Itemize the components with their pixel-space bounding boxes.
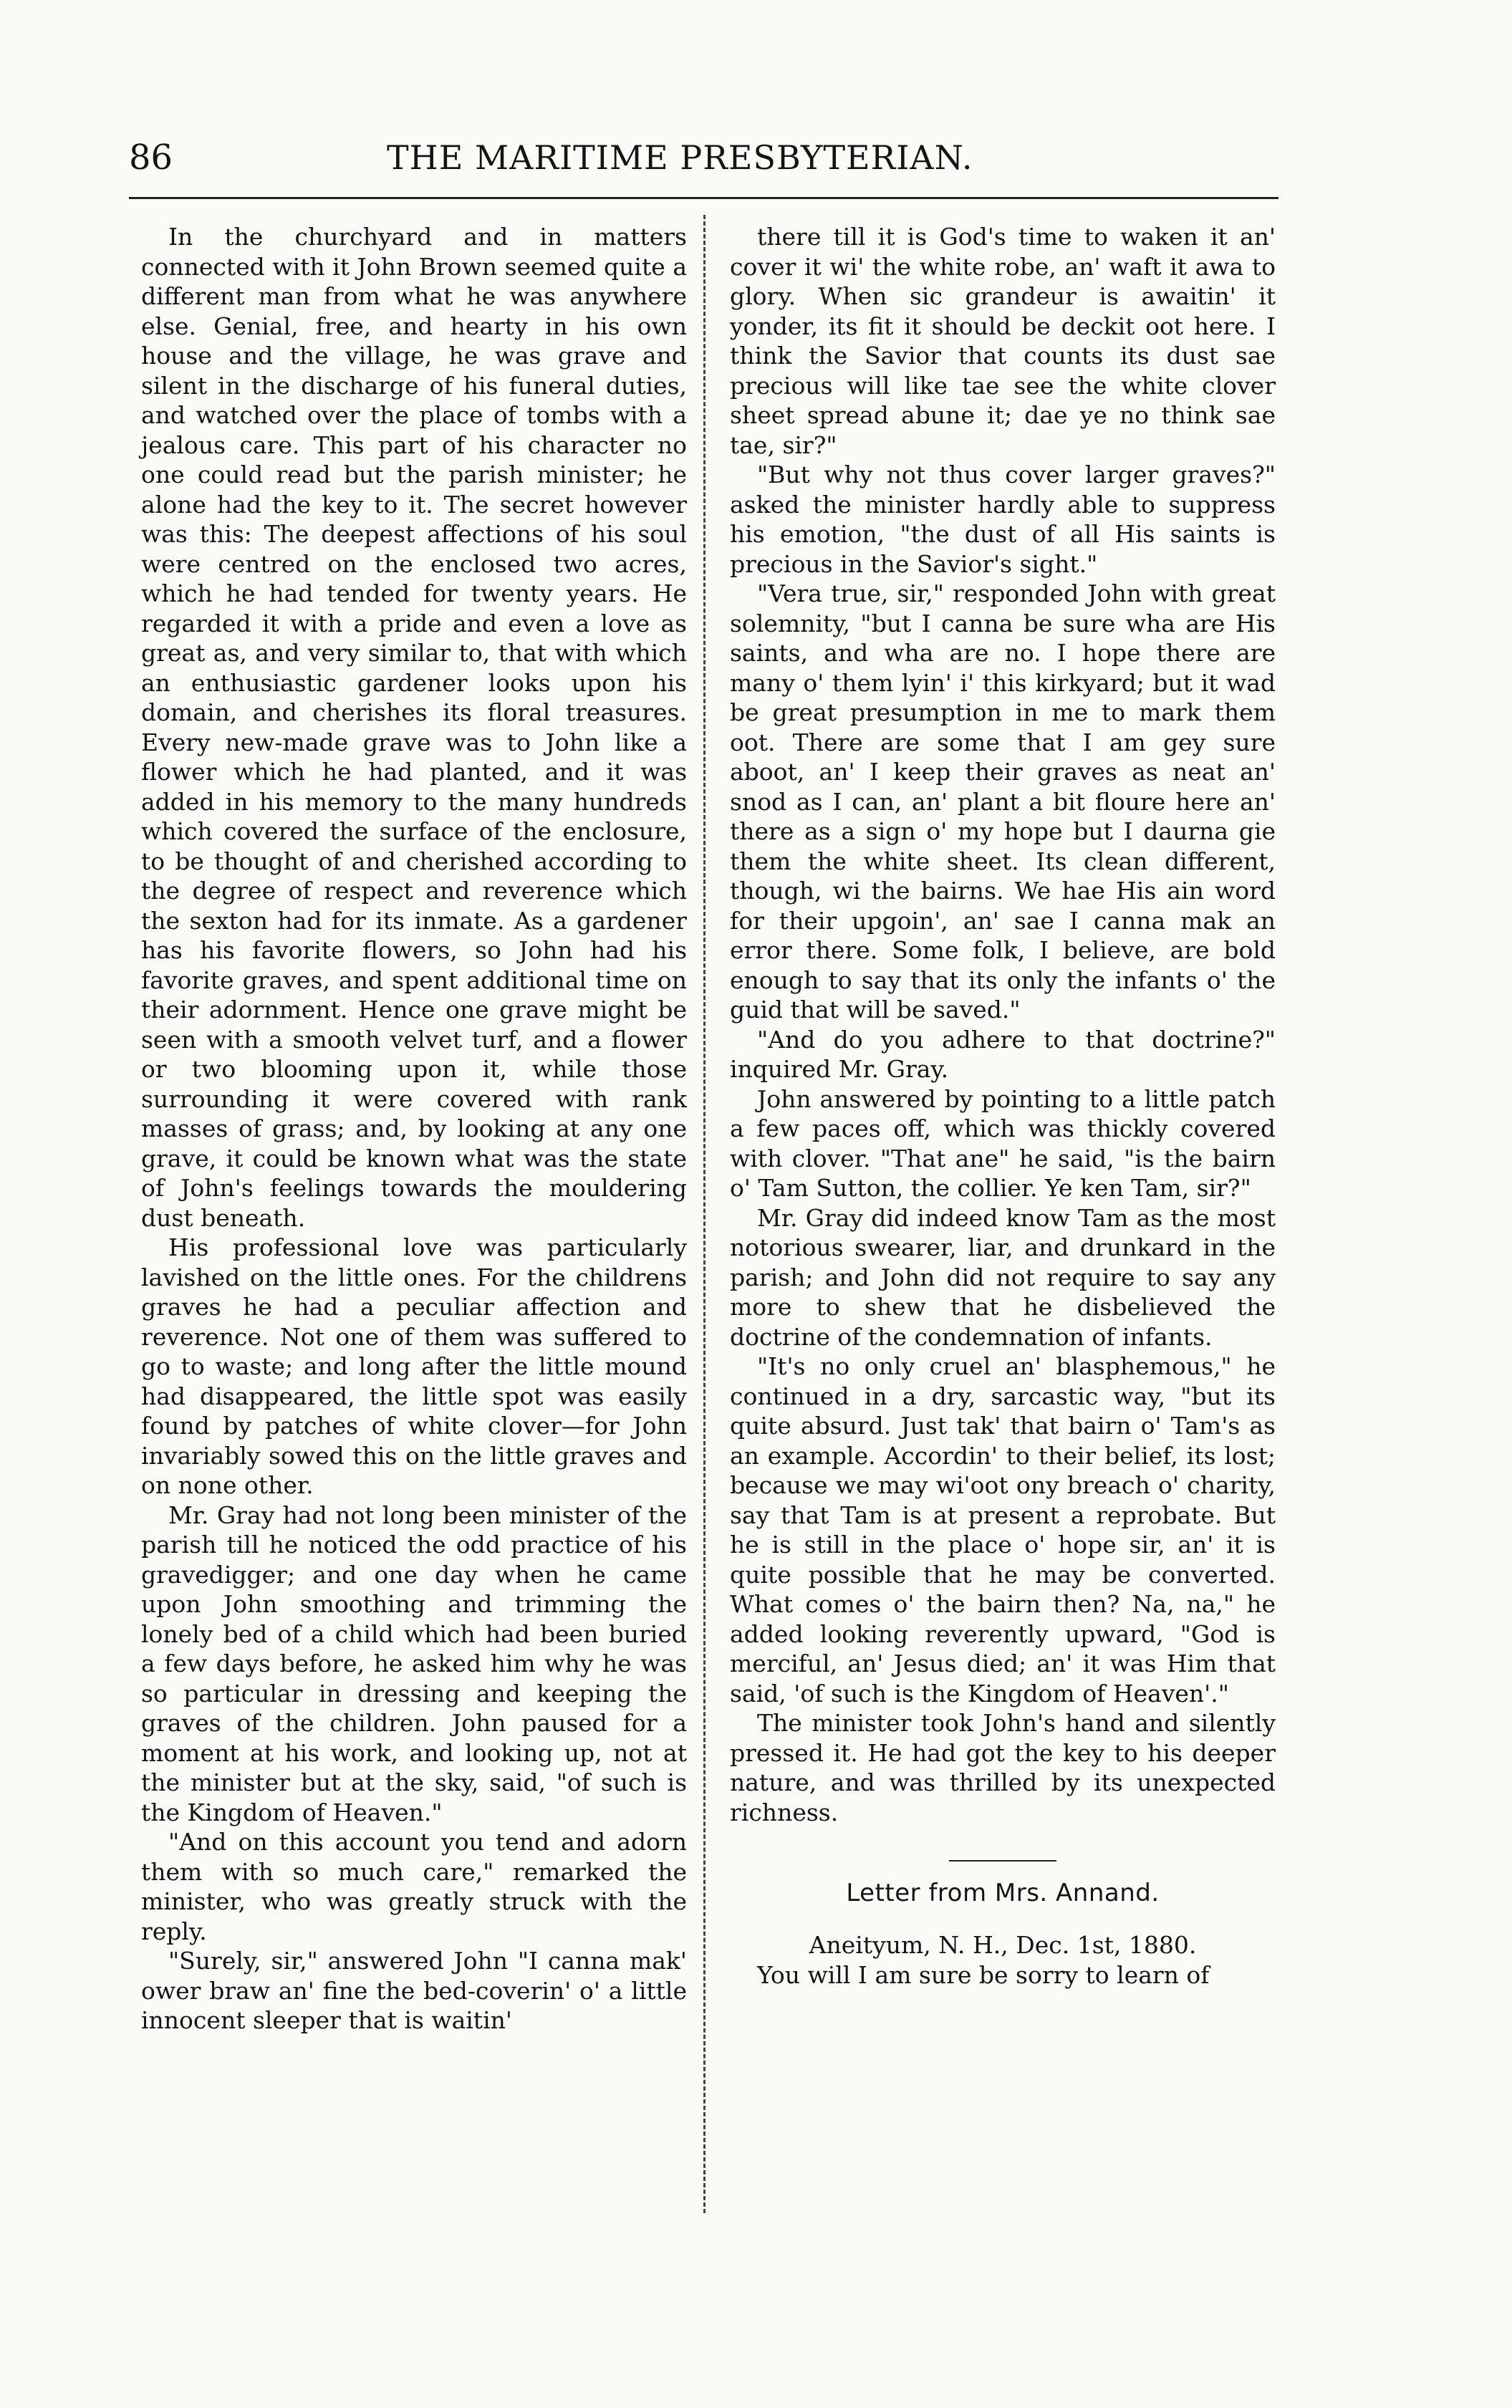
column-divider: [703, 215, 706, 2213]
paragraph: there till it is God's time to waken it an' cover it wi' the white robe, an' waft it awa to glory. When sic grandeur is awaitin' it yonder, its fit it should be deckit oot here. I think the Savior that counts its dust sae precious will like tae see the white clover sheet spread abune it; dae ye no think sae tae, sir?": [730, 223, 1276, 459]
paragraph: Mr. Gray had not long been minister of the parish till he noticed the odd practice of his gravedigger; and one day when he came upon John smoothing and trimming the lonely bed of a child which had been buried a few days before, he asked him why he was so particular in dressing and keeping the graves of the children. John paused for a moment at his work, and looking up, not at the minister but at the sky, said, "of such is the Kingdom of Heaven.": [141, 1501, 687, 1826]
letter-opening: You will I am sure be sorry to learn of: [757, 1960, 1210, 1989]
paragraph: Mr. Gray did indeed know Tam as the most notorious swearer, liar, and drunkard in the parish; and John did not require to say any more to shew that he disbelieved the doctrine of the condemnation of infants.: [730, 1203, 1276, 1351]
paragraph: "Vera true, sir," responded John with great solemnity, "but I canna be sure wha are His saints, and wha are no. I hope there are many o' them lyin' i' this kirkyard; but it wad be great presumption in me to mark them oot. There are some that I am gey sure aboot, an' I keep their graves as neat an' snod as I can, an' plant a bit floure here an' there as a sign o' my hope but I daurna gie them the white sheet. Its clean different, though, wi the bairns. We hae His ain word for their upgoin', an' sae I canna mak an error there. Some folk, I believe, are bold enough to say that its only the infants o' the guid that will be saved.": [730, 579, 1276, 1024]
paragraph: "And on this account you tend and adorn them with so much care," remarked the minister, who was greatly struck with the reply.: [141, 1828, 687, 1945]
paragraph: In the churchyard and in matters connected with it John Brown seemed quite a different man from what he was anywhere else. Genial, free, and hearty in his own house and the village, he was grave and silent in the discharge of his funeral duties, and watched over the place of tombs with a jealous care. This part of his character no one could read but the parish minister; he alone had the key to it. The secret however was this: The deepest affections of his soul were centred on the enclosed two acres, which he had tended for twenty years. He regarded it with a pride and even a love as great as, and very similar to, that with which an enthusiastic gardener looks upon his domain, and cherishes its floral treasures. Every new-made grave was to John like a flower which he had planted, and it was added in his memory to the many hundreds which covered the surface of the enclosure, to be thought of and cherished according to the degree of respect and reverence which the sexton had for its inmate. As a gardener has his favorite flowers, so John had his favorite graves, and spent additional time on their adornment. Hence one grave might be seen with a smooth velvet turf, and a flower or two blooming upon it, while those surrounding it were covered with rank masses of grass; and, by looking at any one grave, it could be known what was the state of John's feelings towards the mouldering dust beneath.: [141, 223, 687, 1232]
header-rule: [129, 197, 1279, 199]
letter-title: Letter from Mrs. Annand.: [846, 1879, 1160, 1907]
page-title: THE MARITIME PRESBYTERIAN.: [387, 138, 973, 177]
left-column: [141, 222, 687, 2036]
paragraph: The minister took John's hand and silently pressed it. He had got the key to his deeper nature, and was thrilled by its unexpected richness.: [730, 1709, 1276, 1826]
right-column: [730, 222, 1276, 1990]
section-divider: [949, 1860, 1056, 1862]
page-header: [0, 136, 1512, 186]
paragraph: "It's no only cruel an' blasphemous," he continued in a dry, sarcastic way, "but its quite absurd. Just tak' that bairn o' Tam's as an example. Accordin' to their belief, its lost; because we may wi'oot ony breach o' charity, say that Tam is at present a reprobate. But he is still in the place o' hope sir, an' it is quite possible that he may be converted. What comes o' the bairn then? Na, na," he added looking reverently upward, "God is merciful, an' Jesus died; an' it was Him that said, 'of such is the Kingdom of Heaven'.": [730, 1352, 1276, 1708]
paragraph: "And do you adhere to that doctrine?" inquired Mr. Gray.: [730, 1025, 1276, 1083]
paragraph: "Surely, sir," answered John "I canna mak' ower braw an' fine the bed-coverin' o' a little innocent sleeper that is waitin': [141, 1947, 687, 2034]
paragraph: John answered by pointing to a little patch a few paces off, which was thickly covered with clover. "That ane" he said, "is the bairn o' Tam Sutton, the collier. Ye ken Tam, sir?": [730, 1084, 1276, 1202]
letter-dateline: Aneityum, N. H., Dec. 1st, 1880.: [809, 1931, 1197, 1959]
paragraph: His professional love was particularly lavished on the little ones. For the childrens graves he had a peculiar affection and reverence. Not one of them was suffered to go to waste; and long after the little mound had disappeared, the little spot was easily found by patches of white clover—for John invariably sowed this on the little graves and on none other.: [141, 1233, 687, 1499]
paragraph: "But why not thus cover larger graves?" asked the minister hardly able to suppress his emotion, "the dust of all His saints is precious in the Savior's sight.": [730, 461, 1276, 578]
page-number: 86: [129, 138, 173, 178]
